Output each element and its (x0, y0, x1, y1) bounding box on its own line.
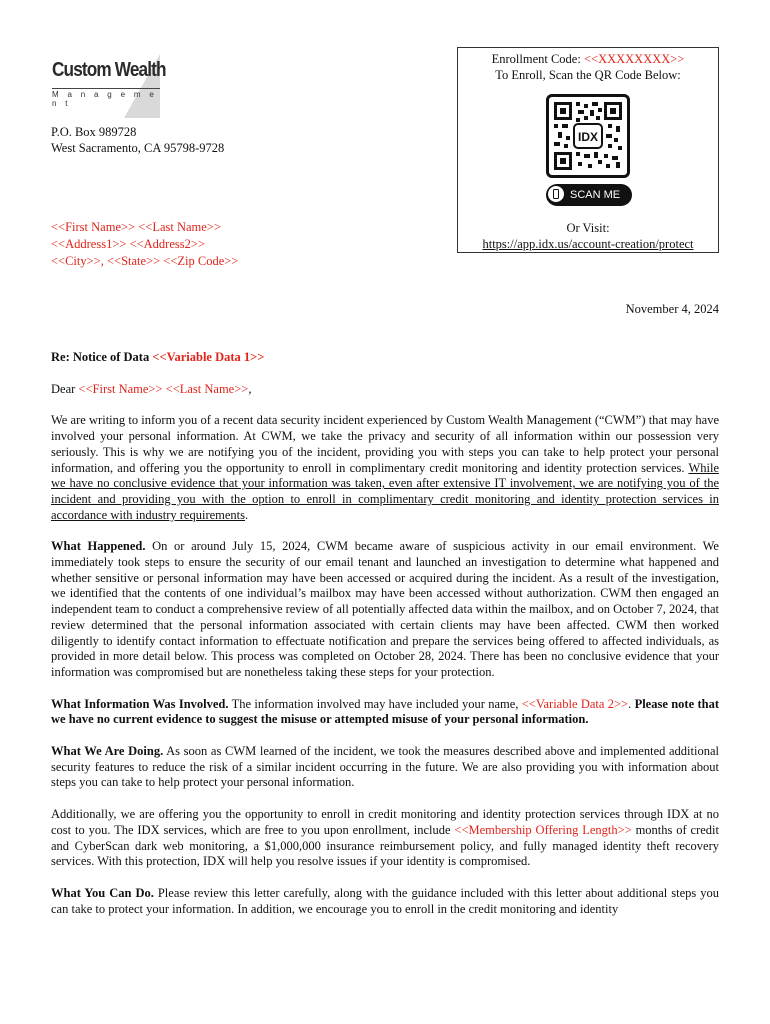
enroll-instruction: To Enroll, Scan the QR Code Below: (495, 68, 681, 82)
subject-variable: <<Variable Data 1>> (152, 350, 265, 364)
paragraph-what-we-are-doing (51, 744, 719, 791)
greeting-variable: <<First Name>> <<Last Name>> (78, 381, 249, 396)
scan-me-badge (546, 184, 632, 206)
recipient-line1: <<First Name>> <<Last Name>> (51, 220, 221, 234)
sender-address (51, 124, 224, 156)
additionally-text: Additionally, we are offering you the opportunity to enroll in credit monitoring and identity protection services through IDX at no cost to you. The IDX services, which are free to you upon enrollment, include (51, 807, 719, 837)
letter-body (51, 350, 719, 933)
what-you-can-do-text: Please review this letter carefully, along with the guidance included with this letter about additional steps you can take to protect your information. In addition, we encourage you to enroll in the credit monitoring and identity (51, 885, 719, 916)
sender-address-line1: P.O. Box 989728 (51, 125, 137, 139)
information-involved-bold: Please note that we have no current evidence to suggest the misuse or attempted misuse of your personal information. (51, 696, 720, 727)
subject-label: Re: Notice of Data (51, 350, 153, 364)
intro-text: We are writing to inform you of a recent data security incident experienced by Custom Wealth Management (“CWM”) that may have involved your personal information. At CWM, we take the privacy and security of all information within our possession very seriously. This is why we are notifying you of the incident, providing you with steps you can take to help protect your personal information, and offering you the opportunity to enroll in complimentary credit monitoring and identity protection services. (51, 413, 719, 475)
logo-subtitle: M a n a g e m e n t (52, 88, 160, 108)
information-involved-after: . (628, 696, 635, 711)
company-logo (52, 54, 166, 118)
additionally-after: months of credit and CyberScan dark web monitoring, a $1,000,000 insurance reimbursement policy, and fully managed identity theft recovery services. With this protection, IDX will help you resolve issues if your identity is compromised. (51, 822, 719, 869)
information-involved-text: The information involved may have included your name, (228, 696, 522, 711)
enrollment-box (457, 47, 719, 253)
sender-address-line2: West Sacramento, CA 95798-9728 (51, 141, 225, 155)
information-involved-variable: <<Variable Data 2>> (521, 696, 629, 711)
qr-code[interactable] (546, 94, 630, 178)
intro-underlined-text: While we have no conclusive evidence that your information was taken, even after extensive IT involvement, we are notifying you of the incident and providing you with the option to enroll in complimentary credit monitoring and identity protection services in accordance with industry requirements (51, 460, 719, 522)
paragraph-intro (51, 413, 719, 523)
intro-end: . (245, 507, 249, 522)
what-happened-heading: What Happened. (51, 539, 146, 554)
visit-section (458, 220, 718, 252)
subject-line (51, 350, 719, 366)
qr-center-text: IDX (577, 130, 599, 144)
what-you-can-do-heading: What You Can Do. (51, 885, 154, 900)
greeting-prefix: Dear (51, 381, 79, 396)
what-we-are-doing-text: As soon as CWM learned of the incident, we took the measures described above and implemented additional security features to reduce the risk of a similar incident occurring in the future. We are also providing you with information about steps you can take to help protect your personal information. (51, 744, 719, 790)
logo-wordmark: Custom Wealth (52, 59, 166, 81)
qr-code-pattern (554, 102, 622, 170)
paragraph-what-you-can-do (51, 886, 719, 917)
what-happened-text: On or around July 15, 2024, CWM became aware of suspicious activity in our email environment. We immediately took steps to ensure the security of our email tenant and launched an investigation to determine what happened and whether sensitive or personal information may have been accessed or acquired during the incident. As a result of the investigation, we identified that the contents of one individual’s mailbox may have been accessed without authorization. CWM then engaged an independent team to conduct a comprehensive review of all potentially affected data within the mailbox, and on October 7, 2024, that review determined that the personal information associated with certain clients may have been affected. CWM then worked diligently to identify contact information to effectuate notification and prepare the services being offered to affected individuals, as provided in more detail below. This process was completed on October 28, 2024. There has been no conclusive evidence that your information was compromised but are nonetheless taking these steps for your protection. (51, 539, 719, 679)
paragraph-information-involved (51, 697, 719, 728)
enrollment-code-label: Enrollment Code: (491, 52, 584, 66)
greeting (51, 382, 719, 398)
recipient-address (51, 219, 238, 270)
membership-variable: <<Membership Offering Length>> (454, 822, 632, 837)
greeting-suffix: , (248, 381, 252, 396)
paragraph-what-happened (51, 539, 719, 680)
phone-icon (548, 186, 564, 202)
information-involved-heading: What Information Was Involved. (51, 696, 229, 711)
enrollment-code (458, 51, 718, 67)
enrollment-code-value: <<XXXXXXXX>> (583, 52, 685, 66)
paragraph-additionally (51, 807, 719, 870)
or-visit-label: Or Visit: (566, 221, 610, 235)
recipient-line2: <<Address1>> <<Address2>> (51, 237, 205, 251)
recipient-line3: <<City>>, <<State>> <<Zip Code>> (51, 254, 239, 268)
letter-date: November 4, 2024 (625, 302, 719, 316)
scan-me-label: SCAN ME (570, 189, 621, 201)
enroll-url-link[interactable]: https://app.idx.us/account-creation/protect (482, 237, 694, 251)
what-we-are-doing-heading: What We Are Doing. (51, 744, 164, 759)
